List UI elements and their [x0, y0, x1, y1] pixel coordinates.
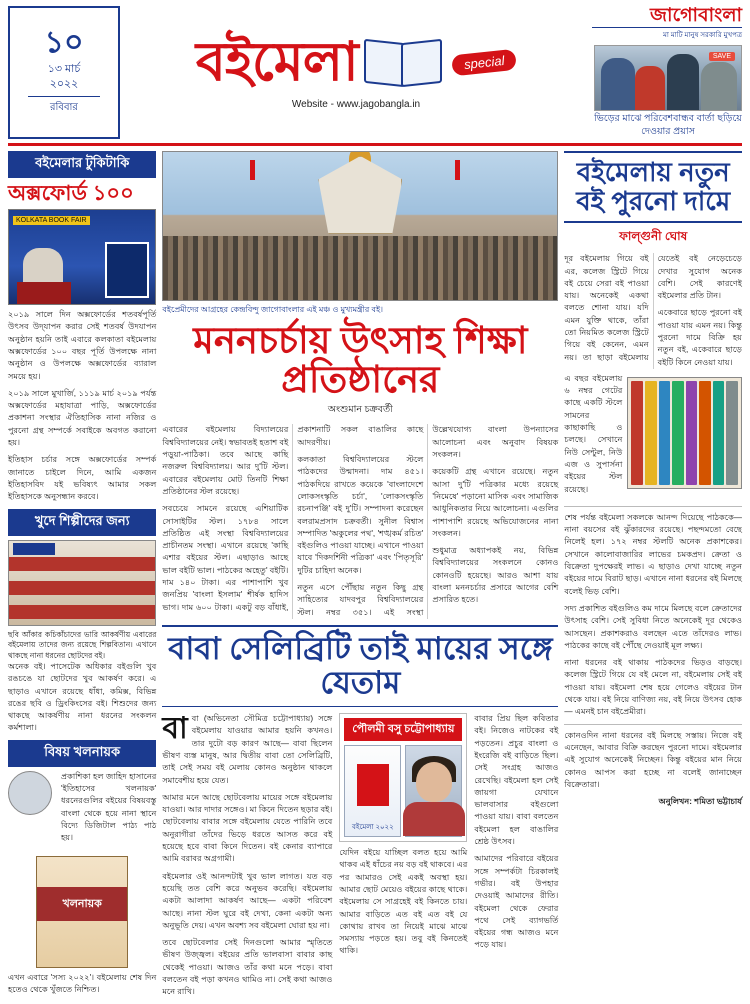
- date-block: [8, 6, 120, 139]
- section-header-khude: খুদে শিল্পীদের জন্য: [8, 509, 156, 536]
- middle-column: [162, 151, 558, 1004]
- oxford-stall-photo: [8, 209, 156, 305]
- photo-tag-label: KOLKATA BOOK FAIR: [13, 216, 90, 225]
- left-item1-body: ২০১৯ সালে দিন অক্সফোর্ডের শতবর্ষপূর্তি উৎসব উদ্‌যাপন করার সেই শতবর্ষ উদযাপন অনুষ্ঠান হয়নি তাই এবারে কলকাতা বইমেলায় অক্সফোর্ডের ১০০ বছর পূর্তি উপলক্ষে নানা অনুষ্ঠান ও উপলক্ষে অক্সফোর্ডের ব্যারাল সময়ে হয়। ২০১৯ সালে মুখার্জি, ১১১৯ মার্চ ২০১৯ পর্যন্ত অক্সফোর্ডের মহাযাত্রা পাড়ি, অক্সফোর্ডের প্রকাশনা সংস্থার ঐতিহাসিক নানা নজির ও পুরনো গ্রন্থ সম্পর্কে সবাইকে অবগত করানো হয়। ইতিহাস চর্চার সঙ্গে অক্সফোর্ডের সম্পর্ক জানাতে চাইলে দিনে, আমি একজন ইতিহাসবিদ যই ভবিষ্যৎ আমার সকল ইতিহাসকে অনুসন্ধান করবে।: [8, 310, 157, 502]
- section-header-bishoy: বিষয় খলনায়ক: [8, 740, 156, 767]
- brand-logo: জাগোবাংলা: [592, 6, 742, 28]
- content-grid: [8, 151, 742, 1004]
- masthead: [8, 6, 742, 146]
- right-body-mid: এ বছর বইমেলায় ৬ নম্বর গেটের কাছে একটি স্টলে সামনের কাছাকাছি ও চলছে। সেখানে নিউ সেন্টুল, নিউ এজ ও সুপার্সনা বইয়ের স্টল রয়েছে।: [564, 373, 623, 494]
- open-book-icon: [364, 41, 442, 83]
- date-day: রবিবার: [28, 96, 101, 117]
- main-byline: অংশুমান চক্রবর্তী: [327, 404, 393, 416]
- masthead-photo: [594, 45, 742, 111]
- right-footer-credit: অনুলিখন: শমিতা ভট্টাচার্য: [658, 797, 742, 807]
- interviewee-portrait: [405, 745, 462, 837]
- book-fair-photo: [162, 151, 558, 301]
- website-url[interactable]: Website - www.jagobangla.in: [291, 99, 421, 110]
- masthead-brand-area: [592, 6, 742, 139]
- left-item2-body: অনেক বই। পাসেটেক অধিকার বইগুলি খুব রঙচঙে যা ছোটদের খুব আকর্ষণ করে। এ ছাড়াও এখানে রয়েছে ধাঁধা, কমিক্স, বিভিন্ন রঙের ছবি ও ড্রিংকিংসের বই। শিশুদের জন্য থাকছে আকর্ষণীয় নানা ধরনের সংকলন কর্মশালা।: [8, 662, 157, 733]
- date-month: ১৩ মার্চ: [47, 62, 81, 75]
- section-header-tukitaki: বইমেলার টুকিটাকি: [8, 151, 156, 178]
- right-column: [564, 151, 742, 1004]
- right-headline: বইমেলায় নতুন বই পুরনো দামে: [564, 151, 742, 223]
- left-item1-heading: অক্সফোর্ড ১০০: [8, 182, 134, 205]
- children-stall-photo: [8, 540, 156, 626]
- main-headline: মননচর্চায় উৎসাহ শিক্ষা প্রতিষ্ঠানের: [193, 320, 528, 401]
- left-item2-note: ছবি আঁকার কচিকাঁচাদের ভারি আকর্ষণীয় এবারের বইমেলায় তাদের জন্য রয়েছে শিল্পবিতান। এখানে থাকছে নানা ধরনের ছোটদের বই।: [8, 629, 157, 660]
- right-body-top: দূর বইমেলায় গিয়ে বই এর, কলেজ স্ট্রিটে গিয়ে বই চেয়ে সেরা বই পাওয়া যায়। অনেকেই একথা বলতে শোনা যায়। যদি এমন যুক্তি থাকে, তাঁরা তো নিয়মিত কলেজ স্ট্রিটে গিয়ে বই কেনেন, এমন নয়। তা ছাড়া বইমেলায় যেতেই বই নেড়েচেড়ে দেখার সুযোগ অনেক বেশি। সেই কারণেই বইমেলার প্রতি টান। একেবারে ছাড়ে পুরনো বই পাওয়া যায় এমন নয়। কিন্তু পুরনো দামে বিক্রি হয় নতুন বই, একেবারে ছাড়ে বইটি কিনে নেওয়া যায়।: [564, 254, 742, 367]
- khalnayak-book-cover: [36, 856, 128, 968]
- interview-photo-card-wrap: [339, 713, 467, 1004]
- date-big: ১০: [44, 25, 84, 59]
- book-cover-title: খলনায়ক: [62, 897, 102, 910]
- fair-logo-caption: বইমেলা ২০২২: [352, 824, 394, 832]
- interview-right-body: বাবার প্রিয় ছিল কবিতার বই। নিজেও নাটকের বই পড়তেন। প্রচুর বাংলা ও ইংরেজি বই বাড়িতে ছিল। সেই সংগ্রহ আজও রেখেছি। বইমেলা হল সেই জায়গা যেখানে ভালবাসার বইগুলো পাওয়া যায়। বাবা বলতেন বইমেলা হল বাঙালির শ্রেষ্ঠ উৎসব। আমাদের পরিবারে বইয়ের সঙ্গে সম্পর্কটা চিরকালই গভীর। বই উপহার দেওয়াই আমাদের রীতি। বইমেলা থেকে ফেরার পথে সেই ব্যাগভর্তি বইয়ের গন্ধ আজও মনে পড়ে যায়।: [474, 714, 559, 950]
- right-byline: ফাল্গুনী ঘোষ: [619, 229, 688, 244]
- oxford-book-cover: [105, 242, 149, 298]
- interview-left-body: বাবা (অভিনেতা সৌমিত্র চট্টোপাধ্যায়) সঙ্গে বইমেলায় যাওয়ার আমার হয়নি কখনও। তার দুটো বড় কারণ আছে— বাবা ছিলেন ভীষণ ব্যস্ত মানুষ, আর দ্বিতীয় বাবা তো সেলিব্রিটি, তাই সেই সময় বই মেলায় কোনও অনুষ্ঠান থাকলে সমাবেশীয় হয়ে যেত। আমার মনে আছে ছোটবেলায় মায়ের সঙ্গে বইমেলায় যাওয়া। আর দাদার সঙ্গেও। মা কিনে দিতেন ছড়ার বই। ছোটবেলায় বাবার সঙ্গে বইমেলায় যেতে পারিনি তবে অনুরাগীরা তাঁদের ভিড়ে ধরতে আসত করে বই হয়েছে হবে বাবা কিনে দিতেন। বই কেনার ব্যাপারে আমি বরাবর অগ্রগামী। বইমেলার ওই আনন্দটাই খুব ভাল লাগত। যত বড় হয়েছি তত বেশি করে অনুভব করেছি। বইমেলায় একটা আলাদা আকর্ষণ আছে— একটা পরিবেশ আছে। নানা স্টল ঘুরে বই দেখা, কেনা একটা অন্য অনুভূতি দেয়। এখন অবশ্য সব বইমেলা ঘোরা হয় না। তবে ছোটবেলার সেই দিনগুলো আমার স্মৃতিতে ভীষণ উজ্জ্বল। বইয়ের প্রতি ভালবাসা বাবার কাছ থেকেই পাওয়া। আজও তাঁর কথা মনে পড়ে। বাবা বলতেন বই পড়া কখনও থামিও না। সেই কথা আজও মনে রাখি।: [162, 712, 333, 997]
- special-badge: special: [451, 48, 517, 76]
- fair-photo-caption: বইপ্রেমীদের আগ্রহের কেন্দ্রবিন্দু জাগোবাংলার এই মঞ্চ ও মুখ্যমন্ত্রীর বই।: [162, 305, 384, 314]
- left-item3-body-a: প্রকাশিকা হল জাহিদ হাসানের 'ইতিহাসের খলনায়ক' ধরনেরগুলির বইয়ের বিষয়বস্তু বাংলা থেকে হয়ে নানা স্থানে বিদ্যে ডিজিটাল পাঠ্য পাঠ হয়।: [61, 771, 157, 843]
- interviewee-name: পৌলমী বসু চট্টোপাধ্যায়: [344, 718, 462, 741]
- save-badge: SAVE: [709, 52, 735, 61]
- fair-logo-graphic: [344, 745, 401, 837]
- masthead-photo-caption: ভিড়ের মাঝে পরিবেশবান্ধব বার্তা ছড়িয়ে দেওয়ার প্রয়াস: [594, 113, 742, 138]
- secondary-headline: বাবা সেলিব্রিটি তাই মায়ের সঙ্গে যেতাম: [162, 625, 558, 707]
- right-body-extra: কোনওদিন নানা ধরনের বই মিলছে সস্তায়। নিজে বই এনেছেন, আবার বিক্রি করছেন পুরনো দামে। বইমেলার এই সুযোগ অনেকেই নিচ্ছেন। কিন্তু বইয়ের মান নিয়ে কোনও আপস করা হচ্ছে না বলেই জানাচ্ছেন বিক্রেতারা।: [564, 730, 742, 789]
- date-year: ২০২২: [49, 77, 79, 90]
- interview-mid-body: যেদিন বইয়ে যাচ্ছিল বলত হয়ে আমি থাকব এই ধাঁচের নয় বড় বই থাকবে। এর পর আমারও সেই একই অবস্থা হয়। আমার ছোট মেয়েও বইয়ের কাছে থাকে। বইমেলায় সে সাগ্রহেই বই কিনতে চায়। আমার বাড়িতে এত বই এত বই যে কোথায় রাখব তা নিয়েই মাঝে মাঝে সমস্যায় পড়তে হয়। তবু বই কিনতেই থাকি।: [339, 848, 468, 956]
- main-article-body: এবারের বইমেলায় বিদ্যালয়ের বিশ্ববিদ্যালয়ের নেই। স্বভাবতই হতাশ বই পড়ুয়া-পাঠিকা। তবে আছে কাছি নজরুল বিশ্ববিদ্যালয়। আর দু'টি স্টল। এবারের বইমেলায় মোট তিনটি শিক্ষা প্রতিষ্ঠানের স্টল রয়েছে। সবচেয়ে সামনে রয়েছে এশিয়াটিক সোসাইটির স্টল। ১৭৮৪ সালে প্রতিষ্ঠিত এই সংস্থা বিশ্ববিদ্যালয়ের প্রাচীনতম সংস্থা। এখানে রয়েছে 'কাছি এশার বইয়ের স্টল। এছাড়াও আছে ভাল বইটি ভাল। পাঠকের অহেতু' বইটি। দাম ১৪০ টাকা। এর পাশাপাশি খুব জনপ্রিয় 'বাংলা ইসলাম' শীর্ষক হাদিস ভাগ। দাম ৬০০ টাকা। একটু বড় বাঁধাই, প্রকাশনাটি সকল বাঙালির কাছে আদরণীয়। কলকাতা বিশ্ববিদ্যালয়ের স্টলে পাঠকদের উন্মাদনা। দাম ৪৫১। পাঠকদিয়ে রাখতে কয়েকে 'বাংলাদেশে লোকসংস্কৃতি চর্চা', 'লোকসংস্কৃতি রচনাপঞ্জি' বই দু'টি। সম্পাদনা করেছেন বলরামপ্রসাদ চক্রবর্তী। সুনীল বিশ্বাস সম্পাদিত 'অকুলের পথ', 'শঙ্খকর্ম রচিত' বইগুলিও পাওয়া যাচ্ছে। এখানে পাওয়া যাবে 'দিকদর্শিনী পত্রিকা' এবং 'পিতৃসূরি' দুটির চাহিদা অনেক। নতুন এসে পৌঁছায় নতুন কিছু গ্রন্থ সাহিত্যের যাদবপুর বিশ্ববিদ্যালয়ের স্টল। নম্বর ৩৫১। এই সংস্থা উল্লেখযোগ্য বাংলা উপন্যাসের আলোচনা এবং অনুবাদ বিষয়ক সংকলন। কয়েকটি গ্রন্থ এখানে রয়েছে। নতুন আসা দু'টি পত্রিকার মধ্যে রয়েছে 'নিমেষে' পড়ানো মাসিক এবং সামাজিক আধুনিকতার নিয়ে আলোচনা। এগুলির পাশাপাশি রয়েছে অভিযোজনের নানা সংকলন। শুধুমাত্র অধ্যাপকই নয়, বিভিন্ন বিশ্ববিদ্যালয়ের সংকলনে কোনও কোনওটি হয়েছে। আরও আশা যায় বাংলা মননচর্চার প্রসারে আগের বেশি প্রসারিত হতে।: [162, 425, 559, 617]
- author-portrait: [8, 771, 52, 815]
- page-title: বইমেলা: [195, 32, 358, 92]
- masthead-title-area: [120, 6, 592, 139]
- interview-photo-card: [339, 713, 467, 842]
- books-shelf-photo: [627, 377, 742, 489]
- left-column: [8, 151, 156, 1004]
- left-item3-body-b: এখন এবারে 'সস্য ২০২২'। বইমেলায় শেষ দিন হতেও থেকে খুঁজতে নিশ্চিত।: [8, 972, 157, 994]
- right-body-bottom: শেষ পর্যন্ত বইমেলা সকলকে আনন্দ দিয়েছে পাঠককে— নানা বয়সের বই ঝুঁকারদের রয়েছে। পছন্দমতো বেছে নিলেই হল। ১৭২ নম্বর স্টলটি অনেক প্রকাশকের। সেখানে কালোবাজারির লাভের চমকপ্রদ। ক্রেতা ও বিক্রেতা দুপক্ষেরই লাভ। এ ছাড়াও দেখা যাচ্ছে নতুন বইয়ের দামে বিরাট ছাড়। এখানে নানা ধরনের বই মিলছে বলেই ভিড় বেশি। সদ্য প্রকাশিত বইগুলিও কম দামে মিলছে বলে ক্রেতাদের উৎসাহ বেশি। সেই সুবিধা নিতে অনেকেই দূর থেকেও আসছেন। প্রকাশকরাও বলছেন এতে তাঁদেরও লাভ। পাঠকের কাছে বই পৌঁছে দেওয়াই মূল লক্ষ্য। নানা ধরনের বই থাকায় পাঠকদের ভিড়ও বাড়ছে। কলেজ স্ট্রিটে গিয়ে যে বই মেলে না, বইমেলায় সেই বই পাওয়া যায়। বইমেলা শেষ হয়ে গেলেও বইয়ের টান থেকে যায়। বই নিয়ে বাণিজ্য নয়, বই নিয়ে উৎসব হোক— এমনই চান বইপ্রেমীরা।: [564, 512, 742, 717]
- brand-tagline: মা মাটি মানুষ সরকারি মুখপত্র: [662, 32, 742, 39]
